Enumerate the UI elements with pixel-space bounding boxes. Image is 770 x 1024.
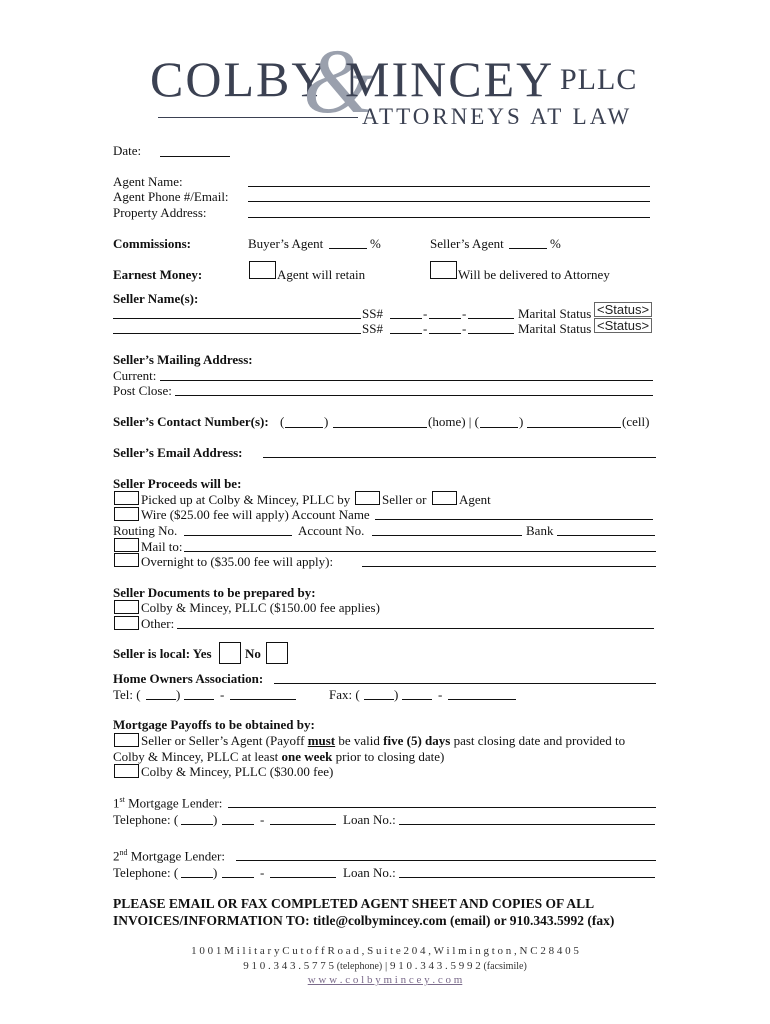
pickup-agent-label: Agent xyxy=(459,492,491,507)
seller-name-line[interactable] xyxy=(113,318,361,319)
other-docs-line[interactable] xyxy=(177,628,654,629)
footer-facsimile-word: (facsimile) xyxy=(483,961,527,972)
hoa-tel-prefix-line[interactable] xyxy=(184,699,214,700)
logo-divider xyxy=(158,117,358,118)
agent-name-line[interactable] xyxy=(248,186,650,187)
second-tel-area-line[interactable] xyxy=(181,877,213,878)
mailing-address-label: Seller’s Mailing Address: xyxy=(113,352,253,367)
marital-status-label: Marital Status xyxy=(518,321,592,336)
ss-label: SS# xyxy=(362,306,383,321)
agent-name-label: Agent Name: xyxy=(113,174,183,189)
hoa-fax-dash: - xyxy=(438,687,443,702)
hoa-line[interactable] xyxy=(274,683,656,684)
first-mortgage-label xyxy=(113,795,222,811)
sellers-percent: % xyxy=(550,236,561,251)
ss-dash: - xyxy=(462,306,467,321)
footer-address: 1 0 0 1 M i l i t a r y C u t o f f R o a d , S u i t e 2 0 4 , W i l m i n g t o n , N C 2 8 4 0 5 xyxy=(191,945,579,957)
marital-status-select[interactable]: <Status> xyxy=(594,302,652,317)
second-mortgage-label xyxy=(113,848,225,864)
first-telephone-label: Telephone: ( xyxy=(113,812,179,827)
hoa-fax-prefix-line[interactable] xyxy=(402,699,432,700)
payoff-seller-checkbox[interactable] xyxy=(114,733,139,747)
first-tel-number-line[interactable] xyxy=(270,824,336,825)
buyers-percent: % xyxy=(370,236,381,251)
payoff-text-1: Seller or Seller’s Agent (Payoff xyxy=(141,733,305,748)
pickup-seller-checkbox[interactable] xyxy=(355,491,380,505)
property-address-label: Property Address: xyxy=(113,205,207,220)
payoff-must: must xyxy=(307,733,336,748)
ss-dash: - xyxy=(423,321,428,336)
post-close-label: Post Close: xyxy=(113,383,172,398)
routing-label: Routing No. xyxy=(113,523,178,538)
pickup-agent-checkbox[interactable] xyxy=(432,491,457,505)
mail-to-line[interactable] xyxy=(184,551,656,552)
seller-name-line[interactable] xyxy=(113,333,361,334)
first-tel-close: ) xyxy=(213,812,218,827)
payoff-line-2 xyxy=(113,749,444,765)
home-label: (home) | ( xyxy=(428,414,479,429)
hoa-tel-dash: - xyxy=(220,687,225,702)
wire-label: Wire ($25.00 fee will apply) Account Name xyxy=(141,507,370,522)
cell-close-paren: ) xyxy=(519,414,524,429)
overnight-line[interactable] xyxy=(362,566,656,567)
marital-status-select[interactable]: <Status> xyxy=(594,318,652,333)
instructions-line-1: PLEASE EMAIL OR FAX COMPLETED AGENT SHEET AND COPIES OF ALL xyxy=(113,896,595,911)
payoff-colby-label: Colby & Mincey, PLLC ($30.00 fee) xyxy=(141,764,334,779)
first-tel-dash: - xyxy=(260,812,265,827)
second-mortgage-text: Mortgage Lender: xyxy=(130,848,225,864)
agent-retain-checkbox[interactable] xyxy=(249,261,276,279)
instructions-line-2: INVOICES/INFORMATION TO: title@colbymincey.com (email) or 910.343.5992 (fax) xyxy=(113,913,615,928)
hoa-fax-label: Fax: ( xyxy=(329,687,360,702)
marital-status-label: Marital Status xyxy=(518,306,592,321)
footer-telephone-word: (telephone) xyxy=(336,961,383,972)
agent-retain-label: Agent will retain xyxy=(277,267,366,282)
other-docs-checkbox[interactable] xyxy=(114,616,139,630)
home-number-line[interactable] xyxy=(333,427,427,428)
ss-part-3[interactable] xyxy=(468,333,514,334)
buyers-agent-label: Buyer’s Agent xyxy=(248,236,324,251)
hoa-tel-label: Tel: ( xyxy=(113,687,141,702)
account-no-label: Account No. xyxy=(298,523,365,538)
email-line[interactable] xyxy=(263,457,656,458)
payoff-line-1 xyxy=(141,733,625,749)
hoa-fax-area-line[interactable] xyxy=(364,699,394,700)
hoa-tel-close: ) xyxy=(176,687,181,702)
first-mortgage-text: Mortgage Lender: xyxy=(128,795,223,811)
pickup-seller-label: Seller or xyxy=(382,492,427,507)
second-loan-line[interactable] xyxy=(399,877,655,878)
property-address-line[interactable] xyxy=(248,217,650,218)
account-no-line[interactable] xyxy=(372,535,522,536)
cell-label: (cell) xyxy=(622,414,650,429)
sellers-agent-label: Seller’s Agent xyxy=(430,236,504,251)
current-label: Current: xyxy=(113,368,157,383)
footer-phone-line xyxy=(0,960,770,972)
seller-local-label: Seller is local: Yes xyxy=(113,646,212,661)
cell-number-line[interactable] xyxy=(527,427,621,428)
home-open-paren: ( xyxy=(280,414,285,429)
ss-part-2[interactable] xyxy=(429,318,461,319)
seller-local-no-label: No xyxy=(245,646,261,661)
hoa-tel-number-line[interactable] xyxy=(230,699,296,700)
colby-docs-label: Colby & Mincey, PLLC ($150.00 fee applies) xyxy=(141,600,380,615)
ss-part-1[interactable] xyxy=(390,318,422,319)
seller-names-label: Seller Name(s): xyxy=(113,291,199,306)
other-docs-label: Other: xyxy=(141,616,175,631)
hoa-fax-close: ) xyxy=(394,687,399,702)
second-sup: nd xyxy=(119,848,128,857)
ss-part-2[interactable] xyxy=(429,333,461,334)
ss-dash: - xyxy=(423,306,428,321)
payoff-text-3: past closing date and provided to xyxy=(453,733,626,748)
colby-docs-checkbox[interactable] xyxy=(114,600,139,614)
second-tel-number-line[interactable] xyxy=(270,877,336,878)
mail-to-label: Mail to: xyxy=(141,539,183,554)
second-lender-line[interactable] xyxy=(236,860,656,861)
home-area-code-line[interactable] xyxy=(285,427,323,428)
hoa-tel-area-line[interactable] xyxy=(146,699,176,700)
overnight-label: Overnight to ($35.00 fee will apply): xyxy=(141,554,334,569)
current-address-line[interactable] xyxy=(160,380,653,381)
payoff-five-days: five (5) days xyxy=(383,733,451,748)
footer-separator: | xyxy=(385,960,388,972)
wire-checkbox[interactable] xyxy=(114,507,139,521)
first-loan-line[interactable] xyxy=(399,824,655,825)
payoffs-label: Mortgage Payoffs to be obtained by: xyxy=(113,717,315,732)
routing-line[interactable] xyxy=(184,535,292,536)
payoff-line2-a: Colby & Mincey, PLLC at least xyxy=(113,749,279,764)
deliver-attorney-checkbox[interactable] xyxy=(430,261,457,279)
overnight-checkbox[interactable] xyxy=(114,553,139,567)
first-num: 1 xyxy=(113,795,120,811)
logo-colby: COLBY xyxy=(150,51,330,107)
first-lender-line[interactable] xyxy=(228,807,656,808)
first-sup: st xyxy=(119,795,125,804)
proceeds-label: Seller Proceeds will be: xyxy=(113,476,242,491)
date-line[interactable] xyxy=(160,156,230,157)
account-name-line[interactable] xyxy=(375,519,653,520)
logo-tagline: ATTORNEYS AT LAW xyxy=(362,104,633,129)
sellers-agent-line[interactable] xyxy=(509,248,547,249)
ss-part-3[interactable] xyxy=(468,318,514,319)
cell-area-code-line[interactable] xyxy=(480,427,518,428)
seller-local-no-checkbox[interactable] xyxy=(266,642,288,664)
bank-line[interactable] xyxy=(557,535,655,536)
logo-pllc: PLLC xyxy=(560,63,638,96)
earnest-money-label: Earnest Money: xyxy=(113,267,203,282)
ss-label: SS# xyxy=(362,321,383,336)
logo-mincey: MINCEY xyxy=(345,51,555,107)
second-tel-close: ) xyxy=(213,865,218,880)
email-label: Seller’s Email Address: xyxy=(113,445,243,460)
second-loan-label: Loan No.: xyxy=(343,865,396,880)
second-telephone-label: Telephone: ( xyxy=(113,865,179,880)
home-close-paren: ) xyxy=(324,414,329,429)
hoa-fax-number-line[interactable] xyxy=(448,699,516,700)
footer-website-link[interactable]: w w w . c o l b y m i n c e y . c o m xyxy=(307,974,463,986)
post-close-line[interactable] xyxy=(175,395,653,396)
bank-label: Bank xyxy=(526,523,554,538)
payoff-line2-b: prior to closing date) xyxy=(335,749,445,764)
documents-label: Seller Documents to be prepared by: xyxy=(113,585,316,600)
second-tel-prefix-line[interactable] xyxy=(222,877,254,878)
first-tel-prefix-line[interactable] xyxy=(222,824,254,825)
first-loan-label: Loan No.: xyxy=(343,812,396,827)
payoff-colby-checkbox[interactable] xyxy=(114,764,139,778)
second-num: 2 xyxy=(113,848,120,864)
date-label: Date: xyxy=(113,143,142,158)
first-tel-area-line[interactable] xyxy=(181,824,213,825)
payoff-text-2: be valid xyxy=(338,733,380,748)
logo-ampersand: & xyxy=(303,30,376,132)
commissions-label: Commissions: xyxy=(113,236,192,251)
hoa-label: Home Owners Association: xyxy=(113,671,264,686)
seller-local-yes-checkbox[interactable] xyxy=(219,642,241,664)
mail-to-checkbox[interactable] xyxy=(114,538,139,552)
picked-up-checkbox[interactable] xyxy=(114,491,139,505)
ss-dash: - xyxy=(462,321,467,336)
footer-fax: 9 1 0 . 3 4 3 . 5 9 9 2 xyxy=(389,960,481,972)
footer-phone: 9 1 0 . 3 4 3 . 5 7 7 5 xyxy=(243,960,334,972)
agent-phone-line[interactable] xyxy=(248,201,650,202)
contact-numbers-label: Seller’s Contact Number(s): xyxy=(113,414,269,429)
payoff-one-week: one week xyxy=(281,749,333,764)
picked-up-label: Picked up at Colby & Mincey, PLLC by xyxy=(141,492,351,507)
agent-phone-label: Agent Phone #/Email: xyxy=(113,189,229,204)
deliver-attorney-label: Will be delivered to Attorney xyxy=(458,267,610,282)
buyers-agent-line[interactable] xyxy=(329,248,367,249)
second-tel-dash: - xyxy=(260,865,265,880)
ss-part-1[interactable] xyxy=(390,333,422,334)
